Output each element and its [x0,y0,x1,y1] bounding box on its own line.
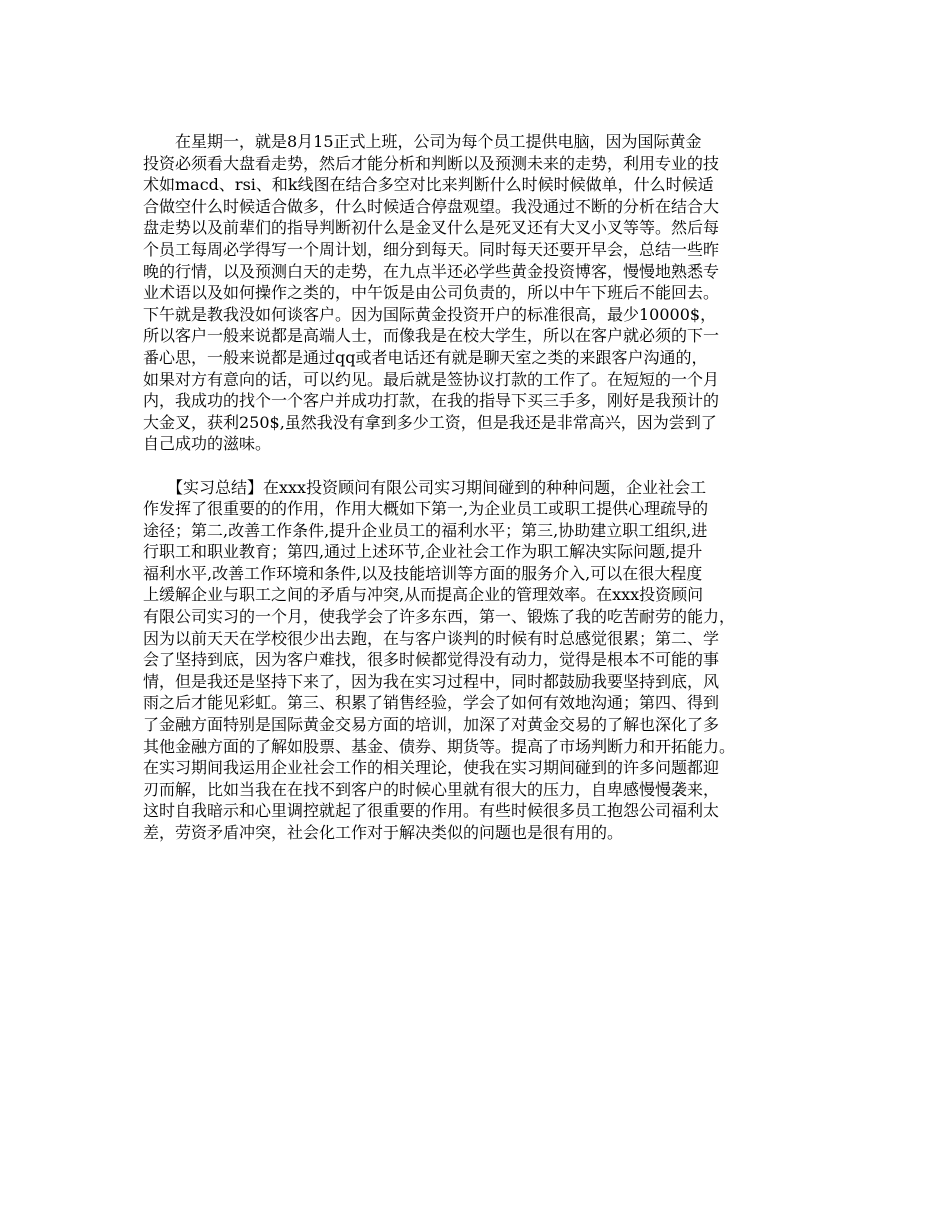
text-line: 业术语以及如何操作之类的，中午饭是由公司负责的，所以中午下班后不能回去。 [143,283,720,303]
text-line: 作发挥了很重要的的作用，作用大概如下第一,为企业员工或职工提供心理疏导的 [143,499,709,519]
text-line: 晚的行情，以及预测白天的走势，在九点半还必学些黄金投资博客，慢慢地熟悉专 [143,261,720,281]
text-line: 投资必须看大盘看走势，然后才能分析和判断以及预测未来的走势，利用专业的技 [143,153,720,173]
text-line: 大金叉，获利250$,虽然我没有拿到多少工资，但是我还是非常高兴，因为尝到了 [143,412,717,432]
text-line: 所以客户一般来说都是高端人士，而像我是在校大学生，所以在客户就必须的下一 [143,326,720,346]
text-line: 行职工和职业教育；第四,通过上述环节,企业社会工作为职工解决实际问题,提升 [143,542,703,562]
text-line: 番心思，一般来说都是通过qq或者电话还有就是聊天室之类的来跟客户沟通的， [143,347,708,367]
text-line: 在星期一，就是8月15正式上班，公司为每个员工提供电脑，因为国际黄金 [143,132,702,151]
text-line: 个员工每周必学得写一个周计划，细分到每天。同时每天还要开早会，总结一些昨 [143,239,720,259]
text-line: 因为以前天天在学校很少出去跑，在与客户谈判的时候有时总感觉很累；第二、学 [143,628,720,648]
text-line: 这时自我暗示和心里调控就起了很重要的作用。有些时候很多员工抱怨公司福利太 [143,801,720,821]
text-line: 下午就是教我没如何谈客户。因为国际黄金投资开户的标准很高，最少10000$， [143,304,717,324]
text-line: 途径；第二,改善工作条件,提升企业员工的福利水平；第三,协助建立职工组织,进 [143,520,708,540]
text-line: 会了坚持到底，因为客户难找，很多时候都觉得没有动力，觉得是根本不可能的事 [143,650,720,670]
paragraph-gap [143,455,823,477]
text-line: 在实习期间我运用企业社会工作的相关理论，使我在实习期间碰到的许多问题都迎 [143,758,720,778]
text-line: 自己成功的滋味。 [143,434,272,454]
text-line: 内，我成功的找个一个客户并成功打款，在我的指导下买三手多，刚好是我预计的 [143,391,720,411]
text-line: 术如macd、rsi、和k线图在结合多空对比来判断什么时候时候做单，什么时候适 [143,175,714,195]
text-line: 【实习总结】在xxx投资顾问有限公司实习期间碰到的种种问题，企业社会工 [143,477,707,497]
text-line: 雨之后才能见彩虹。第三、积累了销售经验，学会了如何有效地沟通；第四、得到 [143,693,720,713]
text-line: 盘走势以及前辈们的指导判断初什么是金叉什么是死叉还有大叉小叉等等。然后每 [143,218,720,238]
text-line: 合做空什么时候适合做多，什么时候适合停盘观望。我没通过不断的分析在结合大 [143,196,720,216]
text-line: 其他金融方面的了解如股票、基金、债券、期货等。提高了市场判断力和开拓能力。 [143,736,736,756]
text-line: 福利水平,改善工作环境和条件,以及技能培训等方面的服务介入,可以在很大程度 [143,563,703,583]
text-line: 情，但是我还是坚持下来了，因为我在实习过程中，同时都鼓励我要坚持到底，风 [143,671,720,691]
text-line: 上缓解企业与职工之间的矛盾与冲突,从而提高企业的管理效率。在xxx投资顾问 [143,585,704,605]
text-line: 如果对方有意向的话，可以约见。最后就是签协议打款的工作了。在短短的一个月 [143,369,720,389]
paragraph-internship-summary [143,477,823,844]
text-line: 差，劳资矛盾冲突，社会化工作对于解决类似的问题也是很有用的。 [143,823,624,842]
text-line: 了金融方面特别是国际黄金交易方面的培训，加深了对黄金交易的了解也深化了多 [143,715,720,735]
text-line: 有限公司实习的一个月，使我学会了许多东西，第一、锻炼了我的吃苦耐劳的能力， [143,607,736,627]
document-body [143,131,823,844]
text-line: 刃而解，比如当我在在找不到客户的时候心里就有很大的压力，自卑感慢慢袭来， [143,779,720,799]
paragraph-internship-work [143,131,823,455]
